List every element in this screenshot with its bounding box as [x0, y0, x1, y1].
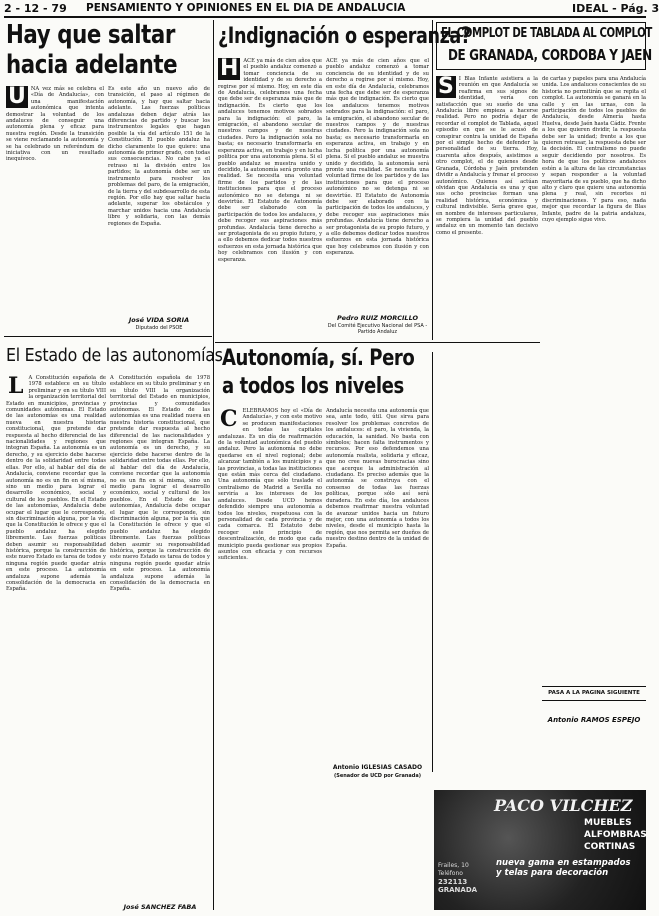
article2-column-1: [6, 375, 106, 905]
article2-dropcap: L: [8, 373, 24, 399]
article3-column-1: [218, 58, 322, 338]
article1-lead: NA vez más se celebra el «Día de Andalucía», con una manifestación autonómica que intenta demostrar la voluntad de los andaluces de conseguir una autonomía plena y eficaz para nuestra región. Desde la transición se viene reclamando la autonomía y se ha celebrado un referéndum de iniciativa con un resultado inequívoco.: [6, 86, 104, 163]
article5-column-2: Andalucía necesita una autonomía que sea, ante todo, útil. Que sirva para resolver los problemas concretos de los andaluces: el paro, la vivienda, la educación, la sanidad. No basta con símbolos; hacen falta instrumentos y recursos. Por eso defendemos una autonomía realista, solidaria y eficaz, que no cree nuevas burocracias sino que acerque la administración al ciudadano. Es preciso además que la autonomía se construya con el consenso de todas las fuerzas políticas, porque sólo así será duradera. En este día, los andaluces debemos reafirmar nuestra voluntad de avanzar unidos hacia un futuro mejor, con una autonomía a todos los niveles, desde el municipio hasta la región, que nos permita ser dueños de nuestro destino dentro de la unidad de España.: [326, 408, 429, 549]
ad-address: Frailes, 10: [438, 862, 469, 869]
article4-column-2: de cartas y papeles para una Andalucía unida. Los andaluces conscientes de su historia no permitirán que se repita el complot. La autonomía se ganará en la calle y en las urnas, con la participación de todos los pueblos de Andalucía, desde Almería hasta Huelva, desde Jaén hasta Cádiz. Frente a los que quieren dividir, la respuesta debe ser la unidad; frente a los que quieren retrasar, la respuesta debe ser la decisión. El centralismo no puede seguir decidiendo por nosotros. Es hora de que los políticos andaluces estén a la altura de las circunstancias y sepan responder a la voluntad mayoritaria de su pueblo, que ha dicho alto y claro que quiere una autonomía plena y real, sin recortes ni discriminaciones. Y para eso, nada mejor que recordar la figura de Blas Infante, padre de la patria andaluza, cuyo ejemplo sigue vivo.: [542, 76, 646, 223]
advertisement: [434, 790, 646, 910]
article3-body: ACE ya más de cien años que el pueblo andaluz comenzó a tomar conciencia de su identidad y de su derecho a regirse por sí mismo. Hoy, en este día de Andalucía, celebramos una fecha que debe ser de esperanza más que de indignación. Es cierto que los andaluces tenemos motivos sobrados para la indignación: el paro, la emigración, el abandono secular de nuestros campos y de nuestras ciudades. Pero la indignación sola no basta; es necesario transformarla en esperanza activa, en trabajo y en lucha política por una autonomía plena. Si el pueblo andaluz se muestra unido y decidido, la autonomía será pronto una realidad. Se necesita una voluntad firme de los partidos y de las instituciones para que el proceso autonómico no se detenga ni se desvirtúe. El Estatuto de Autonomía debe ser elaborado con la participación de todos los andaluces, y debe recoger sus aspiraciones más profundas. Andalucía tiene derecho a ser protagonista de su propio futuro, y a ello debemos dedicar todos nuestros esfuerzos en esta jornada histórica que hoy celebramos con ilusión y con esperanza.: [218, 58, 322, 263]
ad-line1: MUEBLES: [584, 818, 632, 828]
article4-col1: I Blas Infante asistiera a la reunión en que Andalucía se reafirma en sus signos de identidad, vería con satisfacción que su sueño de una Andalucía libre empieza a hacerse realidad. Pero no podría dejar de recordar el complot de Tablada, aquel episodio en que se le acusó de conspirar contra la unidad de España por el simple hecho de defender la personalidad de su tierra. Hoy, cuarenta años después, asistimos a otro complot, el de quienes desde Granada, Córdoba y Jaén pretenden dividir a Andalucía y frenar el proceso autonómico. Quienes así actúan olvidan que Andalucía es una y que sus ocho provincias forman una realidad histórica, económica y cultural indivisible. Sería grave que, en nombre de intereses particulares, se rompiera la unidad del pueblo andaluz en un momento tan decisivo como el presente.: [436, 76, 538, 236]
article5-title-line1: Autonomía, sí. Pero: [222, 346, 415, 371]
article5-dropcap: C: [220, 406, 238, 432]
article1-dropcap: U: [8, 84, 26, 109]
ad-line3: CORTINAS: [584, 842, 636, 852]
divider: [542, 686, 646, 687]
article5-author-role: (Senador de UCD por Granada): [333, 773, 422, 779]
column-rule: [432, 20, 433, 340]
ad-contact: [438, 862, 490, 894]
section-title: PENSAMIENTO Y OPINIONES EN EL DIA DE ANDALUCIA: [86, 2, 406, 14]
article1-author-role: Diputado del PSOE: [135, 325, 183, 331]
article4-author: Antonio RAMOS ESPEJO: [547, 716, 641, 724]
ad-phone: 232113: [438, 878, 468, 886]
page-date: 2 - 12 - 79: [4, 2, 67, 15]
article1-title-line1: Hay que saltar: [6, 20, 175, 50]
article1-column-1: [6, 86, 104, 308]
article4-continued: PASA A LA PAGINA SIGUIENTE: [548, 690, 640, 696]
article3-title: ¿Indignación o esperanza?: [218, 24, 471, 49]
article4-dropcap: S: [438, 74, 454, 99]
article3-dropcap: H: [220, 56, 239, 81]
column-rule: [213, 20, 214, 910]
article3-author: Pedro RUIZ MORCILLO: [336, 314, 419, 322]
article2-author: José SANCHEZ FABA: [123, 903, 197, 911]
article4-title-line1: EL COMPLOT DE TABLADA AL COMPLOT: [441, 26, 652, 41]
ad-city: GRANADA: [438, 886, 478, 894]
column-rule: [432, 352, 433, 772]
divider: [542, 700, 646, 701]
ad-brand: PACO VILCHEZ: [494, 796, 633, 815]
article5-author: Antonio IGLESIAS CASADO: [332, 764, 423, 771]
article2-body: A Constitución española de 1978 establece en su título preliminar y en su título VIII la organización territorial del Estado en municipios, provincias y comunidades autónomas. El Estado de las autonomías es una realidad nueva en nuestra historia constitucional, que pretende dar respuesta al hecho diferencial de las nacionalidades y regiones que integran España. La autonomía es un derecho, y su ejercicio debe hacerse dentro de la solidaridad entre todas ellas. Por ello, al hablar del día de Andalucía, conviene recordar que la autonomía no es un fin en sí misma, sino un medio para lograr el desarrollo económico, social y cultural de los pueblos. En el Estado de las autonomías, Andalucía debe ocupar el lugar que le corresponde, sin discriminación alguna, por la vía que la Constitución le ofrece y que el pueblo andaluz ha elegido libremente. Las fuerzas políticas deben asumir su responsabilidad histórica, porque la construcción de este nuevo Estado es tarea de todos y ninguna región puede quedar atrás en este proceso. La autonomía andaluza supone además la consolidación de la democracia en España.: [6, 375, 106, 593]
article5-col1: ELEBRAMOS hoy el «Día de Andalucía», y con este motivo se producen manifestaciones en todas las capitales andaluzas. Es un día de reafirmación de la voluntad autonómica del pueblo andaluz. Pero la autonomía no debe quedarse en el nivel regional; debe alcanzar también a los municipios y a las provincias, a todas las instituciones que están más cerca del ciudadano. Una autonomía que sólo traslade el centralismo de Madrid a Sevilla no serviría a los intereses de los andaluces. Desde UCD hemos defendido siempre una autonomía a todos los niveles, respetuosa con la personalidad de cada provincia y de cada comarca. El Estatuto debe recoger este principio de descentralización, de modo que cada municipio pueda gestionar sus propios asuntos con eficacia y con recursos suficientes.: [218, 408, 322, 562]
article5-title-line2: a todos los niveles: [222, 374, 404, 399]
article5-column-1: [218, 408, 322, 908]
divider: [4, 336, 212, 337]
article4-column-1: [436, 76, 538, 756]
divider: [215, 342, 540, 343]
article2-title: El Estado de las autonomías: [6, 345, 223, 366]
article1-column-2: Es este año un nuevo año de transición, el paso al régimen de autonomía, y hay que saltar hacia adelante. Las fuerzas políticas andaluzas deben dejar atrás las diferencias de partido y buscar los instrumentos legales que hagan posible la vía del artículo 151 de la Constitución. El pueblo andaluz ha dicho claramente lo que quiere: una autonomía de primer grado, con todas sus consecuencias. No cabe ya el retraso ni la división entre los partidos; la autonomía debe ser un instrumento para resolver los problemas del paro, de la emigración, de la tierra y del subdesarrollo de esta región. Por ello hay que saltar hacia adelante, superar los obstáculos y marchar unidos hacia una Andalucía libre y solidaria, con las demás regiones de España.: [108, 86, 210, 227]
article3-column-2: ACE ya más de cien años que el pueblo andaluz comenzó a tomar conciencia de su identidad y de su derecho a regirse por sí mismo. Hoy, en este día de Andalucía, celebramos una fecha que debe ser de esperanza más que de indignación. Es cierto que los andaluces tenemos motivos sobrados para la indignación: el paro, la emigración, el abandono secular de nuestros campos y de nuestras ciudades. Pero la indignación sola no basta; es necesario transformarla en esperanza activa, en trabajo y en lucha política por una autonomía plena. Si el pueblo andaluz se muestra unido y decidido, la autonomía será pronto una realidad. Se necesita una voluntad firme de los partidos y de las instituciones para que el proceso autonómico no se detenga ni se desvirtúe. El Estatuto de Autonomía debe ser elaborado con la participación de todos los andaluces, y debe recoger sus aspiraciones más profundas. Andalucía tiene derecho a ser protagonista de su propio futuro, y a ello debemos dedicar todos nuestros esfuerzos en esta jornada histórica que hoy celebramos con ilusión y con esperanza.: [326, 58, 429, 257]
page-number: IDEAL - Pág. 3: [572, 2, 659, 15]
article3-author-role: Del Comité Ejecutivo Nacional del PSA - Partido Andaluz: [327, 323, 428, 335]
article4-title-line2: DE GRANADA, CORDOBA Y JAEN: [448, 46, 652, 64]
article1-author: José VIDA SORIA: [128, 316, 190, 324]
header-rule: [4, 16, 646, 18]
ad-line2: ALFOMBRAS: [584, 830, 647, 840]
article2-column-2: A Constitución española de 1978 establece en su título preliminar y en su título VIII la organización territorial del Estado en municipios, provincias y comunidades autónomas. El Estado de las autonomías es una realidad nueva en nuestra historia constitucional, que pretende dar respuesta al hecho diferencial de las nacionalidades y regiones que integran España. La autonomía es un derecho, y su ejercicio debe hacerse dentro de la solidaridad entre todas ellas. Por ello, al hablar del día de Andalucía, conviene recordar que la autonomía no es un fin en sí misma, sino un medio para lograr el desarrollo económico, social y cultural de los pueblos. En el Estado de las autonomías, Andalucía debe ocupar el lugar que le corresponde, sin discriminación alguna, por la vía que la Constitución le ofrece y que el pueblo andaluz ha elegido libremente. Las fuerzas políticas deben asumir su responsabilidad histórica, porque la construcción de este nuevo Estado es tarea de todos y ninguna región puede quedar atrás en este proceso. La autonomía andaluza supone además la consolidación de la democracia en España.: [110, 375, 210, 593]
ad-phone-label: Teléfono: [438, 870, 463, 877]
article1-title-line2: hacia adelante: [6, 50, 178, 80]
ad-tagline: nueva gama en estampados y telas para decoración: [496, 858, 631, 878]
